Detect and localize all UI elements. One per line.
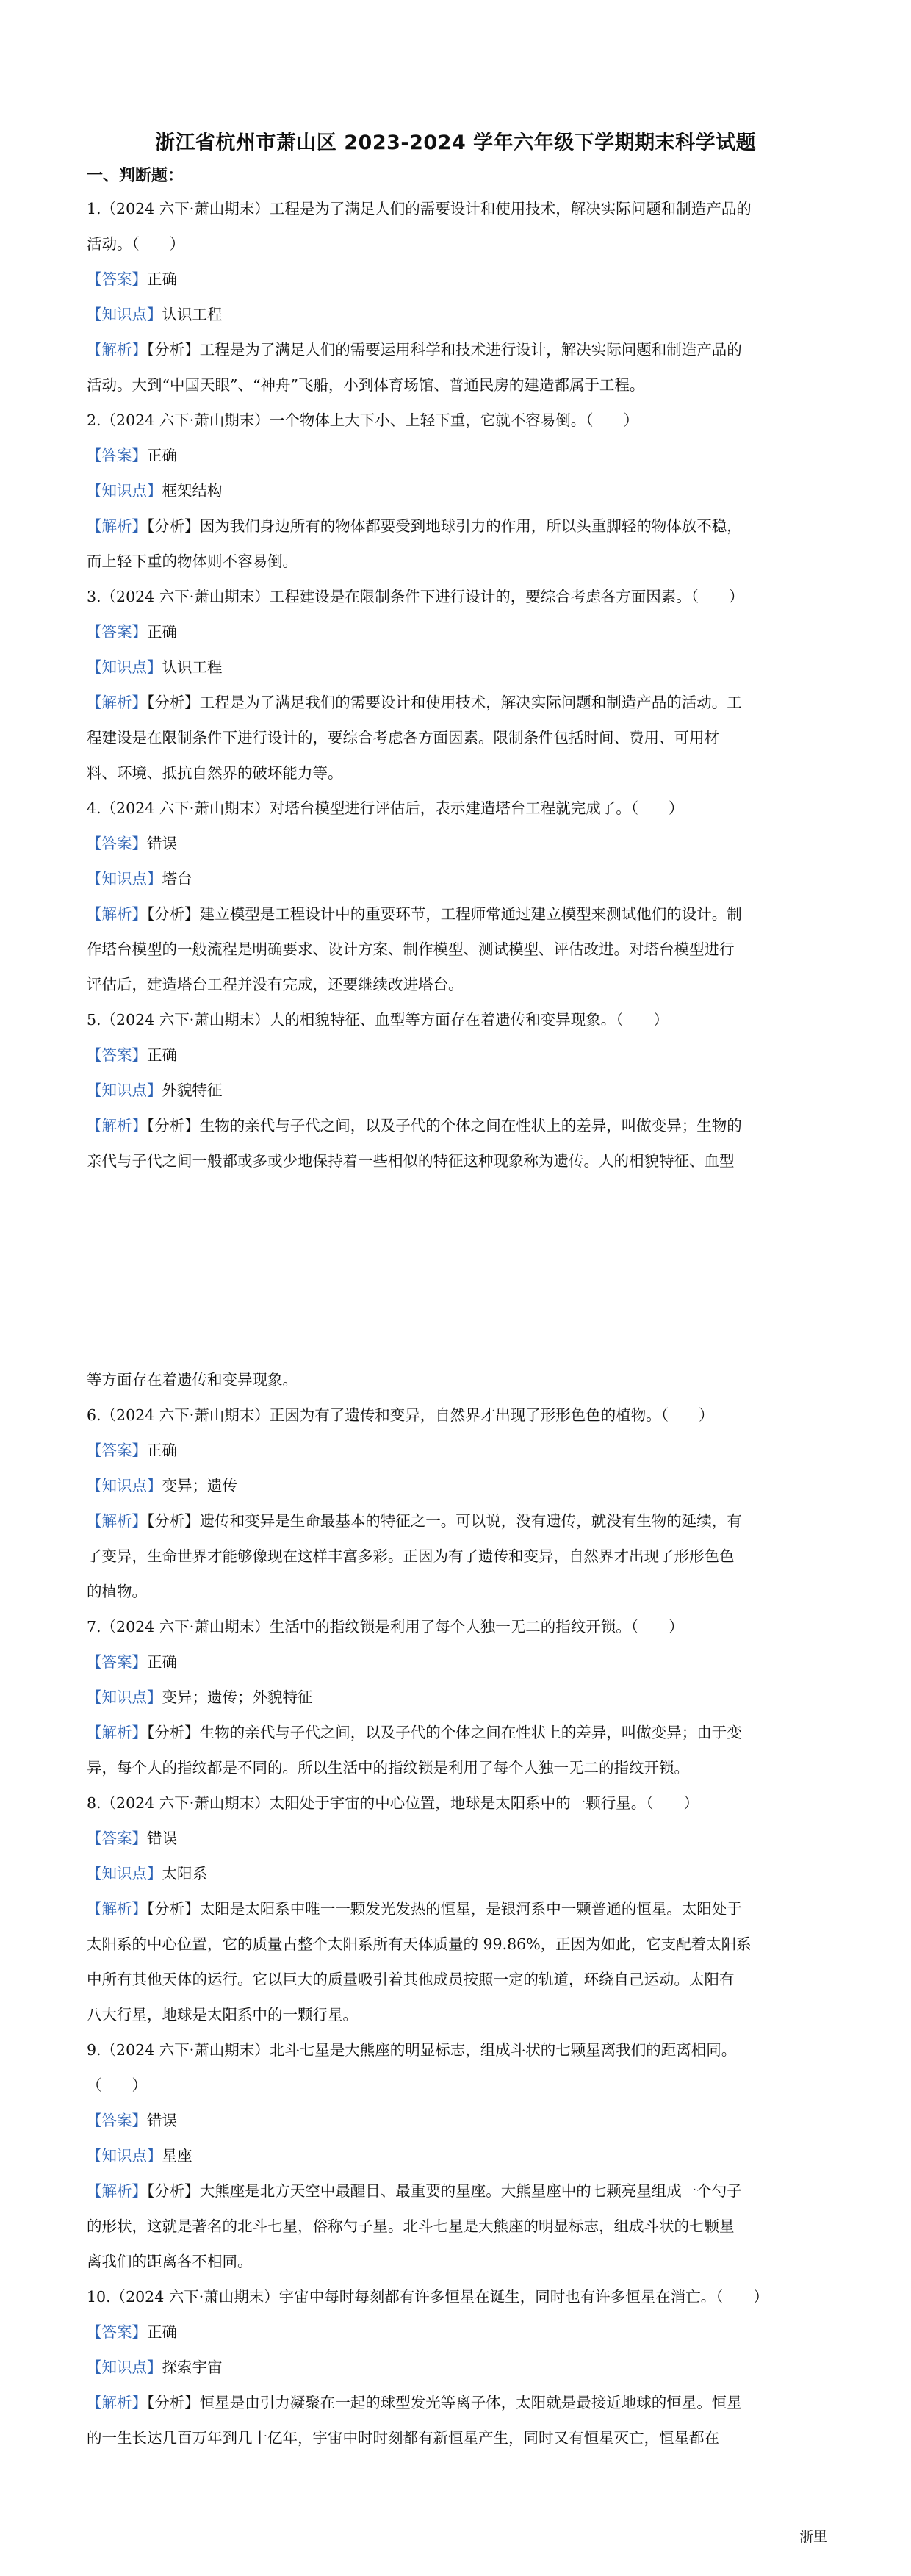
knowledge-tag: 【知识点】 <box>87 482 162 500</box>
question-6-analysis <box>87 1511 742 1531</box>
question-4-analysis <box>87 974 464 995</box>
analysis-text: 中所有其他天体的运行。它以巨大的质量吸引着其他成员按照一定的轨道，环绕自己运动。太阳有 <box>87 1971 735 1988</box>
analysis-text: 太阳系的中心位置，它的质量占整个太阳系所有天体质量的 99.86%，正因为如此，它支配着太阳系 <box>87 1935 752 1953</box>
question-2-answer <box>87 445 177 466</box>
question-3-stem <box>87 586 744 607</box>
analysis-text: 因为我们身边所有的物体都要受到地球引力的作用，所以头重脚轻的物体放不稳， <box>199 517 742 535</box>
fenxi-tag: 【分析】 <box>147 1724 200 1741</box>
question-1-knowledge <box>87 304 223 325</box>
knowledge-tag: 【知识点】 <box>87 658 162 676</box>
knowledge-value: 认识工程 <box>162 306 223 323</box>
analysis-tag: 【解析】 <box>87 1512 147 1530</box>
question-4-analysis <box>87 904 742 924</box>
answer-tag: 【答案】 <box>87 1653 147 1671</box>
knowledge-value: 星座 <box>162 2147 192 2165</box>
analysis-text: 料、环境、抵抗自然界的破坏能力等。 <box>87 764 343 782</box>
question-6-knowledge <box>87 1475 237 1496</box>
fenxi-tag: 【分析】 <box>147 517 200 535</box>
question-3-analysis <box>87 727 719 748</box>
answer-tag: 【答案】 <box>87 1442 147 1459</box>
analysis-continued: 等方面存在着遗传和变异现象。 <box>87 1371 298 1389</box>
answer-value: 正确 <box>147 270 177 288</box>
analysis-text: 评估后，建造塔台工程并没有完成，还要继续改进塔台。 <box>87 976 464 993</box>
question-6-stem <box>87 1405 714 1425</box>
question-10-stem <box>87 2287 768 2307</box>
question-9-knowledge <box>87 2145 192 2166</box>
analysis-text: 程建设是在限制条件下进行设计的，要综合考虑各方面因素。限制条件包括时间、费用、可用材 <box>87 729 719 746</box>
question-3-knowledge <box>87 657 223 677</box>
question-stem: 7.（2024 六下·萧山期末）生活中的指纹锁是利用了每个人独一无二的指纹开锁。（ ） <box>87 1618 684 1636</box>
answer-value: 错误 <box>147 1830 177 1847</box>
question-stem: 3.（2024 六下·萧山期末）工程建设是在限制条件下进行设计的，要综合考虑各方面因素。（ ） <box>87 588 744 605</box>
analysis-tag: 【解析】 <box>87 1724 147 1741</box>
fenxi-tag: 【分析】 <box>147 905 200 923</box>
question-stem: 活动。（ ） <box>87 235 185 253</box>
answer-value: 正确 <box>147 1046 177 1064</box>
question-2-stem <box>87 410 638 431</box>
knowledge-value: 探索宇宙 <box>162 2359 223 2376</box>
analysis-text: 作塔台模型的一般流程是明确要求、设计方案、制作模型、测试模型、评估改进。对塔台模型进行 <box>87 940 735 958</box>
question-9-analysis <box>87 2181 742 2201</box>
question-5-analysis-continued <box>87 1370 298 1390</box>
question-5-analysis <box>87 1115 742 1136</box>
question-9-analysis <box>87 2216 735 2237</box>
page-title: 浙江省杭州市萧山区 2023-2024 学年六年级下学期期末科学试题 <box>154 132 757 154</box>
question-8-answer <box>87 1828 177 1849</box>
knowledge-tag: 【知识点】 <box>87 870 162 888</box>
analysis-tag: 【解析】 <box>87 1900 147 1918</box>
question-4-stem <box>87 798 684 819</box>
knowledge-tag: 【知识点】 <box>87 1082 162 1099</box>
analysis-text: 离我们的距离各不相同。 <box>87 2253 253 2270</box>
question-9-stem <box>87 2075 147 2095</box>
knowledge-tag: 【知识点】 <box>87 2147 162 2165</box>
analysis-text: 的形状，这就是著名的北斗七星，俗称勺子星。北斗七星是大熊座的明显标志，组成斗状的七颗星 <box>87 2217 735 2235</box>
question-1-stem <box>87 234 184 254</box>
question-stem: （ ） <box>87 2076 147 2094</box>
answer-value: 正确 <box>147 447 177 464</box>
analysis-text: 异，每个人的指纹都是不同的。所以生活中的指纹锁是利用了每个人独一无二的指纹开锁。 <box>87 1759 689 1777</box>
question-5-answer <box>87 1045 177 1065</box>
question-3-analysis <box>87 763 343 783</box>
question-stem: 6.（2024 六下·萧山期末）正因为有了遗传和变异，自然界才出现了形形色色的植物。（ ） <box>87 1406 714 1424</box>
question-stem: 2.（2024 六下·萧山期末）一个物体上大下小、上轻下重，它就不容易倒。（ ） <box>87 411 639 429</box>
question-7-answer <box>87 1652 177 1672</box>
question-5-knowledge <box>87 1080 223 1101</box>
knowledge-value: 变异；遗传 <box>162 1477 237 1494</box>
analysis-tag: 【解析】 <box>87 517 147 535</box>
question-8-analysis <box>87 1969 735 1990</box>
question-stem: 10.（2024 六下·萧山期末）宇宙中每时每刻都有许多恒星在诞生，同时也有许多恒星在消亡。（ ） <box>87 2288 769 2306</box>
answer-value: 错误 <box>147 2112 177 2129</box>
question-8-knowledge <box>87 1863 207 1884</box>
question-stem: 4.（2024 六下·萧山期末）对塔台模型进行评估后，表示建造塔台工程就完成了。（ ） <box>87 799 684 817</box>
question-4-answer <box>87 833 177 854</box>
fenxi-tag: 【分析】 <box>147 1512 200 1530</box>
fenxi-tag: 【分析】 <box>147 694 200 711</box>
knowledge-value: 认识工程 <box>162 658 223 676</box>
page-footer: 浙里 <box>799 2529 827 2545</box>
question-stem: 5.（2024 六下·萧山期末）人的相貌特征、血型等方面存在着遗传和变异现象。（ ） <box>87 1011 669 1029</box>
question-6-analysis <box>87 1581 147 1602</box>
answer-value: 正确 <box>147 1442 177 1459</box>
answer-tag: 【答案】 <box>87 2112 147 2129</box>
question-7-knowledge <box>87 1687 313 1708</box>
question-stem: 1.（2024 六下·萧山期末）工程是为了满足人们的需要设计和使用技术，解决实际问题和制造产品的 <box>87 200 752 217</box>
analysis-tag: 【解析】 <box>87 2394 147 2411</box>
question-4-analysis <box>87 939 735 960</box>
question-1-analysis <box>87 375 644 395</box>
question-10-answer <box>87 2322 177 2342</box>
question-stem: 8.（2024 六下·萧山期末）太阳处于宇宙的中心位置，地球是太阳系中的一颗行星。（ ） <box>87 1794 699 1812</box>
analysis-text: 的植物。 <box>87 1583 147 1600</box>
question-10-knowledge <box>87 2357 223 2378</box>
question-8-analysis <box>87 1899 742 1919</box>
question-7-analysis <box>87 1722 742 1743</box>
analysis-text: 生物的亲代与子代之间，以及子代的个体之间在性状上的差异，叫做变异；生物的 <box>199 1117 742 1134</box>
analysis-text: 恒星是由引力凝聚在一起的球型发光等离子体，太阳就是最接近地球的恒星。恒星 <box>199 2394 742 2411</box>
answer-value: 正确 <box>147 1653 177 1671</box>
question-1-stem <box>87 198 752 219</box>
knowledge-value: 太阳系 <box>162 1865 207 1882</box>
question-10-analysis <box>87 2392 742 2413</box>
analysis-text: 而上轻下重的物体则不容易倒。 <box>87 553 298 570</box>
answer-tag: 【答案】 <box>87 1046 147 1064</box>
analysis-text: 太阳是太阳系中唯一一颗发光发热的恒星，是银河系中一颗普通的恒星。太阳处于 <box>199 1900 742 1918</box>
analysis-text: 大熊座是北方天空中最醒目、最重要的星座。大熊星座中的七颗亮星组成一个勺子 <box>199 2182 742 2200</box>
question-8-analysis <box>87 2004 358 2025</box>
question-5-stem <box>87 1010 669 1030</box>
fenxi-tag: 【分析】 <box>147 2394 200 2411</box>
analysis-text: 建立模型是工程设计中的重要环节，工程师常通过建立模型来测试他们的设计。制 <box>199 905 742 923</box>
question-stem: 9.（2024 六下·萧山期末）北斗七星是大熊座的明显标志，组成斗状的七颗星离我们的距离相同。 <box>87 2041 737 2059</box>
knowledge-value: 框架结构 <box>162 482 223 500</box>
question-9-answer <box>87 2110 177 2131</box>
analysis-text: 了变异，生命世界才能够像现在这样丰富多彩。正因为有了遗传和变异，自然界才出现了形形色色 <box>87 1547 735 1565</box>
question-8-analysis <box>87 1934 752 1954</box>
question-2-analysis <box>87 551 298 572</box>
question-9-stem <box>87 2040 736 2060</box>
question-3-answer <box>87 622 177 642</box>
question-2-knowledge <box>87 481 223 501</box>
answer-value: 正确 <box>147 623 177 641</box>
answer-tag: 【答案】 <box>87 2323 147 2341</box>
analysis-text: 活动。大到“中国天眼”、“神舟”飞船，小到体育场馆、普通民房的建造都属于工程。 <box>87 376 645 394</box>
analysis-text: 的一生长达几百万年到几十亿年，宇宙中时时刻都有新恒星产生，同时又有恒星灭亡，恒星都在 <box>87 2429 719 2447</box>
analysis-text: 工程是为了满足我们的需要设计和使用技术，解决实际问题和制造产品的活动。工 <box>199 694 742 711</box>
knowledge-value: 外貌特征 <box>162 1082 223 1099</box>
fenxi-tag: 【分析】 <box>147 1900 200 1918</box>
answer-tag: 【答案】 <box>87 1830 147 1847</box>
analysis-text: 八大行星，地球是太阳系中的一颗行星。 <box>87 2006 358 2023</box>
section-heading: 一、判断题： <box>87 167 184 185</box>
knowledge-tag: 【知识点】 <box>87 1477 162 1494</box>
analysis-text: 生物的亲代与子代之间，以及子代的个体之间在性状上的差异，叫做变异；由于变 <box>199 1724 742 1741</box>
question-2-analysis <box>87 516 742 536</box>
fenxi-tag: 【分析】 <box>147 2182 200 2200</box>
question-6-analysis <box>87 1546 735 1566</box>
question-5-analysis <box>87 1151 735 1171</box>
analysis-tag: 【解析】 <box>87 2182 147 2200</box>
analysis-tag: 【解析】 <box>87 905 147 923</box>
knowledge-tag: 【知识点】 <box>87 1865 162 1882</box>
analysis-text: 亲代与子代之间一般都或多或少地保持着一些相似的特征这种现象称为遗传。人的相貌特征、血型 <box>87 1152 735 1170</box>
analysis-text: 工程是为了满足人们的需要运用科学和技术进行设计，解决实际问题和制造产品的 <box>199 341 742 359</box>
question-7-stem <box>87 1616 684 1637</box>
fenxi-tag: 【分析】 <box>147 341 200 359</box>
question-9-analysis <box>87 2251 253 2272</box>
question-4-knowledge <box>87 868 192 889</box>
question-10-analysis <box>87 2428 719 2448</box>
answer-tag: 【答案】 <box>87 835 147 852</box>
answer-tag: 【答案】 <box>87 623 147 641</box>
question-7-analysis <box>87 1757 689 1778</box>
question-1-analysis <box>87 339 742 360</box>
analysis-text: 遗传和变异是生命最基本的特征之一。可以说，没有遗传，就没有生物的延续，有 <box>199 1512 742 1530</box>
analysis-tag: 【解析】 <box>87 694 147 711</box>
question-1-answer <box>87 269 177 289</box>
knowledge-tag: 【知识点】 <box>87 2359 162 2376</box>
question-8-stem <box>87 1793 699 1813</box>
answer-tag: 【答案】 <box>87 447 147 464</box>
knowledge-tag: 【知识点】 <box>87 306 162 323</box>
knowledge-value: 塔台 <box>162 870 192 888</box>
fenxi-tag: 【分析】 <box>147 1117 200 1134</box>
answer-value: 错误 <box>147 835 177 852</box>
knowledge-tag: 【知识点】 <box>87 1688 162 1706</box>
analysis-tag: 【解析】 <box>87 341 147 359</box>
answer-value: 正确 <box>147 2323 177 2341</box>
question-3-analysis <box>87 692 742 713</box>
analysis-tag: 【解析】 <box>87 1117 147 1134</box>
question-6-answer <box>87 1440 177 1461</box>
knowledge-value: 变异；遗传；外貌特征 <box>162 1688 313 1706</box>
answer-tag: 【答案】 <box>87 270 147 288</box>
